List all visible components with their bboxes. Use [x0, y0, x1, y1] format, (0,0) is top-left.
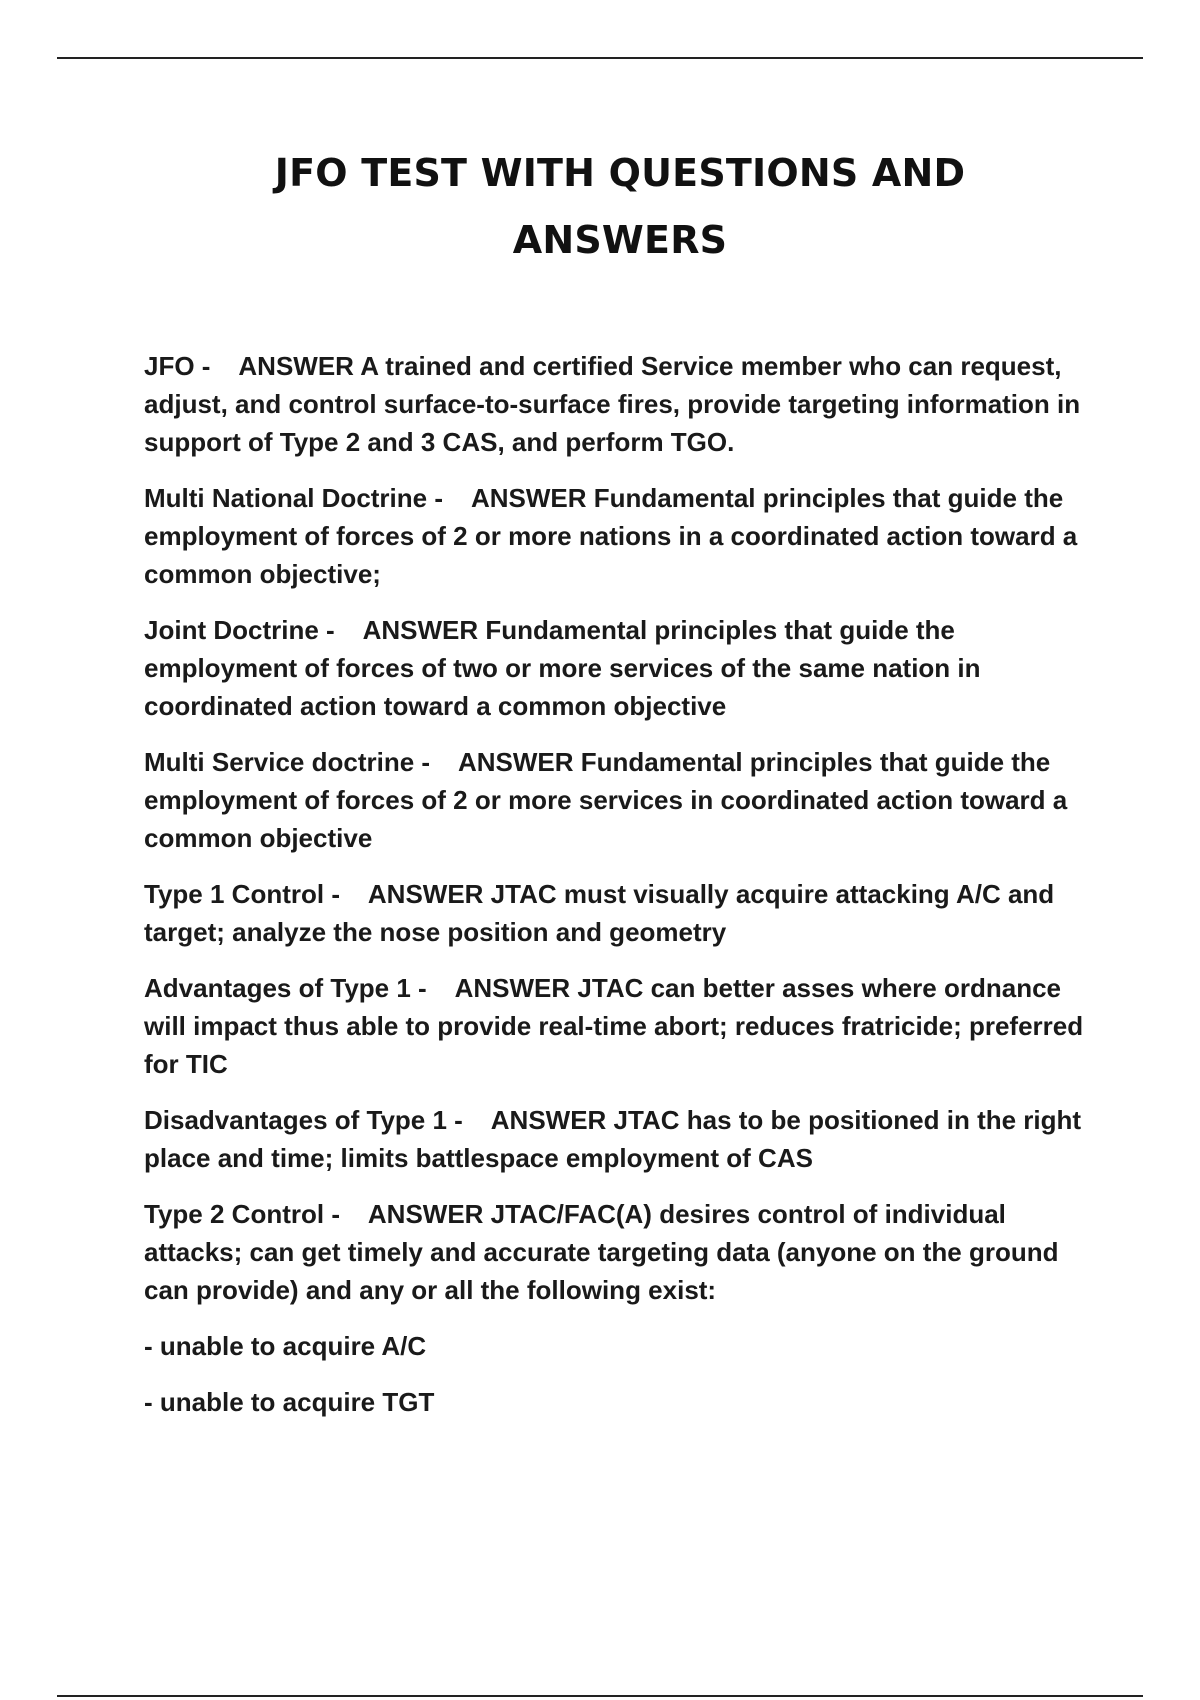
qa-entry	[144, 969, 1094, 1083]
qa-answer: ANSWER Fundamental principles that guide the employment of forces of 2 or more services in coordinated action toward a common objective	[144, 747, 1075, 853]
qa-separator: -	[446, 1105, 491, 1135]
qa-entry	[144, 1101, 1094, 1177]
qa-term: Joint Doctrine	[144, 615, 319, 645]
qa-separator: -	[427, 483, 471, 513]
qa-separator: -	[324, 1199, 368, 1229]
page-title: JFO TEST WITH QUESTIONS AND ANSWERS	[274, 151, 966, 262]
qa-term: Disadvantages of Type 1	[144, 1105, 447, 1135]
qa-answer: ANSWER JTAC must visually acquire attacking A/C and target; analyze the nose position and geometry	[144, 879, 1062, 947]
qa-answer: ANSWER Fundamental principles that guide the employment of forces of 2 or more nations in a coordinated action toward a common objective;	[144, 483, 1085, 589]
qa-term: Advantages of Type 1	[144, 973, 411, 1003]
bottom-rule	[57, 1695, 1143, 1697]
bullet-item: - unable to acquire TGT	[144, 1387, 435, 1417]
qa-entry	[144, 611, 1094, 725]
top-rule	[57, 57, 1143, 59]
qa-term: Type 2 Control	[144, 1199, 325, 1229]
bullet-item: - unable to acquire A/C	[144, 1331, 427, 1361]
qa-separator: -	[194, 351, 239, 381]
qa-entry	[144, 743, 1094, 857]
qa-term: Multi National Doctrine	[144, 483, 428, 513]
qa-answer: ANSWER Fundamental principles that guide the employment of forces of two or more services of the same nation in coordinated action toward a common objective	[144, 615, 988, 721]
qa-entry	[144, 479, 1094, 593]
qa-term: Multi Service doctrine	[144, 747, 415, 777]
qa-separator: -	[410, 973, 455, 1003]
qa-separator: -	[324, 879, 368, 909]
qa-term: JFO	[144, 351, 195, 381]
qa-separator: -	[318, 615, 363, 645]
qa-answer: ANSWER JTAC has to be positioned in the right place and time; limits battlespace employment of CAS	[144, 1105, 1089, 1173]
qa-answer: ANSWER JTAC can better asses where ordnance will impact thus able to provide real-time abort; reduces fratricide; preferred for TIC	[144, 973, 1091, 1079]
qa-entry	[144, 347, 1094, 461]
qa-entry	[144, 1195, 1094, 1309]
qa-term: Type 1 Control	[144, 879, 325, 909]
qa-entry	[144, 875, 1094, 951]
qa-answer: ANSWER A trained and certified Service member who can request, adjust, and control surface-to-surface fires, provide targeting information in support of Type 2 and 3 CAS, and perform TGO.	[144, 351, 1088, 457]
qa-list	[144, 347, 1094, 1439]
qa-answer: ANSWER JTAC/FAC(A) desires control of individual attacks; can get timely and accurate targeting data (anyone on the ground can provide) and any or all the following exist:	[144, 1199, 1066, 1305]
qa-separator: -	[414, 747, 458, 777]
